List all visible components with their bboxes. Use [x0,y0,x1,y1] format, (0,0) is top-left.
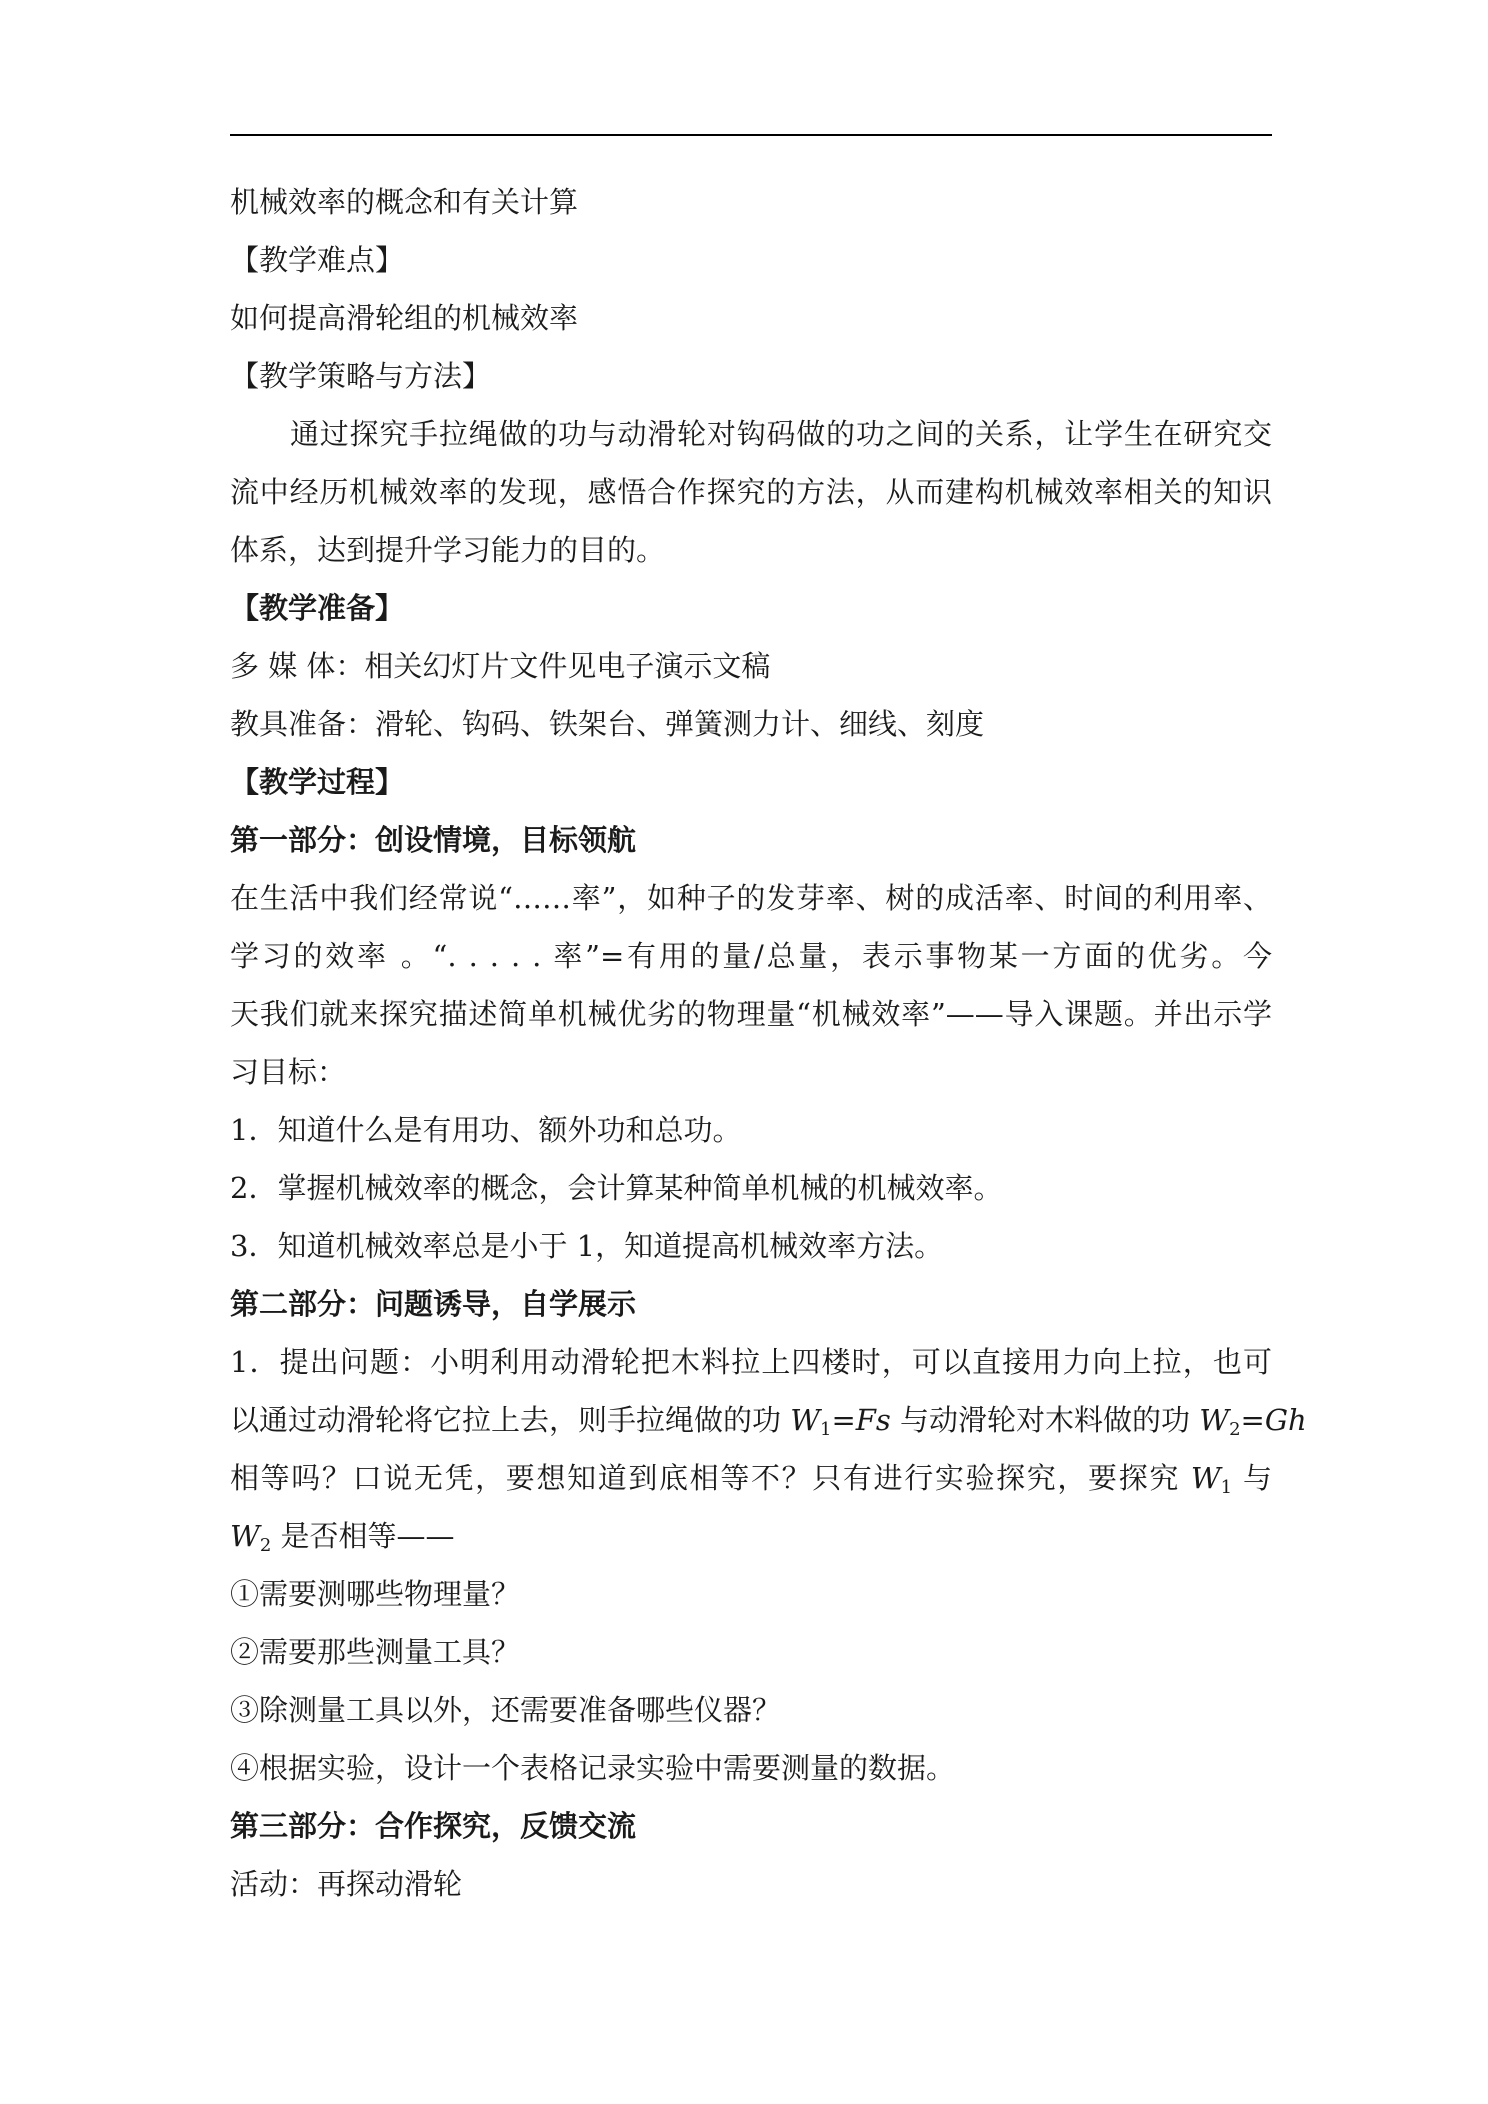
paragraph-line: 流中经历机械效率的发现，感悟合作探究的方法，从而建构机械效率相关的知识 [230,475,1272,509]
text-run: 与动滑轮对木料做的功 [890,1403,1200,1437]
paragraph-line: 习目标： [230,1055,347,1089]
list-item: 1．知道什么是有用功、额外功和总功。 [230,1113,742,1147]
paragraph-line: 体系，达到提升学习能力的目的。 [230,533,666,567]
paragraph-line: 在生活中我们经常说“……率”，如种子的发芽率、树的成活率、时间的利用率、 [230,881,1272,915]
subscript: 1 [1220,1477,1233,1498]
paragraph-line-formula [230,1400,1307,1450]
text-run: 与 [1232,1461,1272,1495]
paragraph-line: 多 媒 体：相关幻灯片文件见电子演示文稿 [230,649,771,683]
formula-fs: =Fs [831,1403,891,1437]
list-item: 2．掌握机械效率的概念，会计算某种简单机械的机械效率。 [230,1171,1003,1205]
section-heading-strategy: 【教学策略与方法】 [230,359,492,393]
paragraph-line: 1．提出问题：小明利用动滑轮把木料拉上四楼时，可以直接用力向上拉，也可 [230,1345,1272,1379]
paragraph-line: 学习的效率 。“. . . . . 率”=有用的量/总量，表示事物某一方面的优劣。今 [230,939,1272,973]
text-run: 以通过动滑轮将它拉上去，则手拉绳做的功 [230,1403,791,1437]
section-heading-preparation: 【教学准备】 [230,591,405,625]
paragraph-line: 机械效率的概念和有关计算 [230,185,579,219]
variable-w: W [1199,1403,1230,1437]
paragraph-line: 教具准备：滑轮、钩码、铁架台、弹簧测力计、细线、刻度 [230,707,985,741]
text-run: 是否相等—— [271,1519,455,1553]
header-rule [230,134,1272,136]
paragraph-line: 通过探究手拉绳做的功与动滑轮对钩码做的功之间的关系，让学生在研究交 [290,417,1272,451]
question-item: ②需要那些测量工具？ [230,1635,521,1669]
list-item: 3．知道机械效率总是小于 1，知道提高机械效率方法。 [230,1229,944,1263]
variable-w: W [1190,1461,1221,1495]
question-item: ③除测量工具以外，还需要准备哪些仪器？ [230,1693,782,1727]
variable-w: W [790,1403,821,1437]
paragraph-line-formula [230,1516,454,1566]
text-run: 相等吗？口说无凭，要想知道到底相等不？只有进行实验探究，要探究 [230,1461,1191,1495]
paragraph-line: 天我们就来探究描述简单机械优劣的物理量“机械效率”——导入课题。并出示学 [230,997,1272,1031]
formula-gh: =Gh [1240,1403,1307,1437]
question-item: ①需要测哪些物理量？ [230,1577,521,1611]
part-two-heading: 第二部分：问题诱导，自学展示 [230,1287,637,1321]
subscript: 2 [259,1535,272,1556]
paragraph-line: 活动：再探动滑轮 [230,1867,463,1901]
section-heading-difficulty: 【教学难点】 [230,243,405,277]
subscript: 2 [1229,1419,1241,1440]
subscript: 1 [820,1419,832,1440]
paragraph-line-formula [230,1458,1272,1508]
part-three-heading: 第三部分：合作探究，反馈交流 [230,1809,637,1843]
paragraph-line: 如何提高滑轮组的机械效率 [230,301,579,335]
question-item: ④根据实验，设计一个表格记录实验中需要测量的数据。 [230,1751,956,1785]
section-heading-process: 【教学过程】 [230,765,405,799]
part-one-heading: 第一部分：创设情境，目标领航 [230,823,637,857]
variable-w: W [230,1519,260,1553]
